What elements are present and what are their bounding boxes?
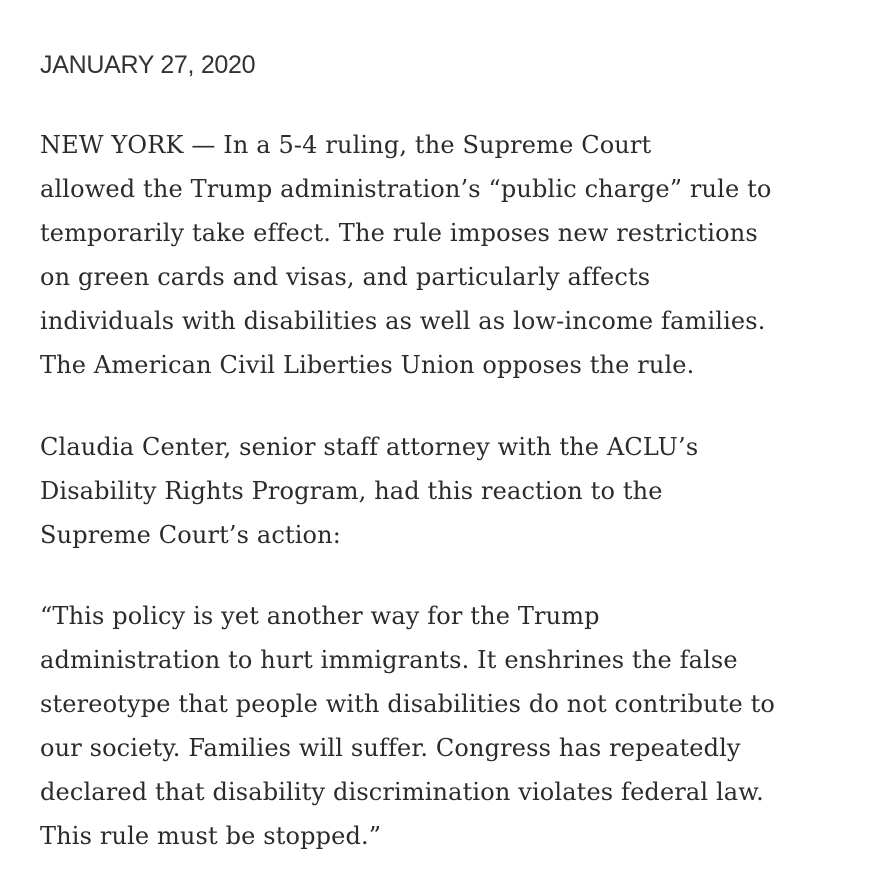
paragraph-line: “This policy is yet another way for the Trump	[40, 602, 600, 630]
paragraph-line: allowed the Trump administration’s “public charge” rule to	[40, 175, 772, 203]
paragraph-attribution	[40, 425, 698, 557]
paragraph-line: our society. Families will suffer. Congress has repeatedly	[40, 734, 741, 762]
paragraph-line: individuals with disabilities as well as low-income families.	[40, 307, 766, 335]
paragraph-line: administration to hurt immigrants. It enshrines the false	[40, 646, 738, 674]
paragraph-line: Claudia Center, senior staff attorney with the ACLU’s	[40, 433, 699, 461]
paragraph-line: This rule must be stopped.”	[40, 822, 382, 850]
article-date: JANUARY 27, 2020	[40, 51, 256, 79]
paragraph-line: declared that disability discrimination violates federal law.	[40, 778, 764, 806]
paragraph-line: Supreme Court’s action:	[40, 521, 342, 549]
paragraph-line: The American Civil Liberties Union opposes the rule.	[40, 351, 695, 379]
paragraph-line: on green cards and visas, and particularly affects	[40, 263, 651, 291]
paragraph-line: Disability Rights Program, had this reaction to the	[40, 477, 663, 505]
paragraph-line: temporarily take effect. The rule imposes new restrictions	[40, 219, 758, 247]
paragraph-line: stereotype that people with disabilities do not contribute to	[40, 690, 776, 718]
paragraph-line: NEW YORK — In a 5-4 ruling, the Supreme Court	[40, 131, 652, 159]
paragraph-intro	[40, 123, 772, 387]
paragraph-quote	[40, 594, 775, 858]
